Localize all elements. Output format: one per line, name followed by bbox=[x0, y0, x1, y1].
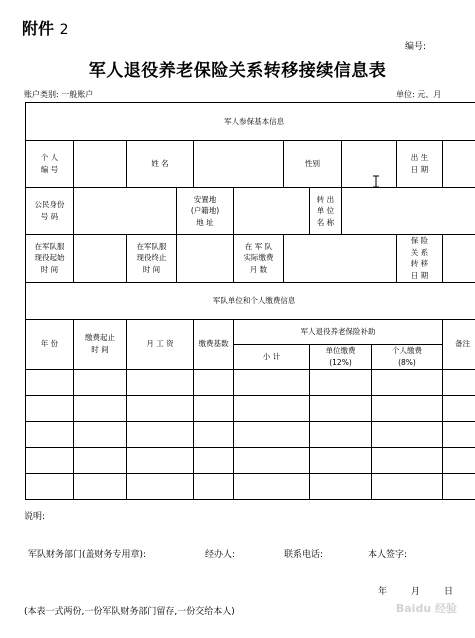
cell-personal-payment[interactable] bbox=[372, 473, 443, 499]
value-gender[interactable] bbox=[342, 141, 397, 188]
table-row bbox=[26, 395, 475, 421]
header-monthly-salary: 月 工 资 bbox=[127, 319, 194, 369]
value-birth-date[interactable] bbox=[443, 141, 475, 188]
cell-unit-payment[interactable] bbox=[310, 395, 372, 421]
label-insurance-unit: 转 出 单 位 名 称 bbox=[310, 188, 342, 235]
cell-monthly-salary[interactable] bbox=[127, 395, 194, 421]
cell-year[interactable] bbox=[26, 447, 74, 473]
table-row bbox=[26, 369, 475, 395]
cell-period[interactable] bbox=[74, 421, 127, 447]
cell-base[interactable] bbox=[194, 473, 234, 499]
cell-base[interactable] bbox=[194, 369, 234, 395]
cell-personal-payment[interactable] bbox=[372, 369, 443, 395]
label-name: 姓 名 bbox=[127, 141, 194, 188]
serial-number-label: 编号: bbox=[405, 42, 427, 52]
phone-label: 联系电话: bbox=[284, 550, 324, 560]
cell-remark[interactable] bbox=[443, 473, 475, 499]
cell-base[interactable] bbox=[194, 421, 234, 447]
cell-remark[interactable] bbox=[443, 369, 475, 395]
table-row bbox=[26, 421, 475, 447]
cell-period[interactable] bbox=[74, 473, 127, 499]
cell-subtotal[interactable] bbox=[234, 369, 310, 395]
value-insurance-unit[interactable] bbox=[342, 188, 475, 235]
label-actual-months: 在 军 队 实际缴费 月 数 bbox=[234, 235, 284, 283]
label-settlement-address: 安置地 (户籍地) 地 址 bbox=[177, 188, 234, 235]
header-base: 缴费基数 bbox=[194, 319, 234, 369]
cell-subtotal[interactable] bbox=[234, 473, 310, 499]
cell-monthly-salary[interactable] bbox=[127, 421, 194, 447]
cell-personal-payment[interactable] bbox=[372, 421, 443, 447]
value-citizen-id[interactable] bbox=[74, 188, 177, 235]
notes-label: 说明: bbox=[24, 512, 46, 522]
cell-base[interactable] bbox=[194, 395, 234, 421]
value-service-start[interactable] bbox=[74, 235, 127, 283]
header-year: 年 份 bbox=[26, 319, 74, 369]
cell-year[interactable] bbox=[26, 473, 74, 499]
label-service-start: 在军队服 现役起始 时 间 bbox=[26, 235, 74, 283]
label-personal-id: 个 人 编 号 bbox=[26, 141, 74, 188]
cell-unit-payment[interactable] bbox=[310, 447, 372, 473]
cell-base[interactable] bbox=[194, 447, 234, 473]
cell-personal-payment[interactable] bbox=[372, 395, 443, 421]
cell-year[interactable] bbox=[26, 395, 74, 421]
cell-unit-payment[interactable] bbox=[310, 369, 372, 395]
date-year: 年 bbox=[378, 587, 388, 597]
attachment-number: 2 bbox=[59, 22, 69, 38]
header-unit-payment: 单位缴费 (12%) bbox=[310, 344, 372, 369]
info-form-table bbox=[25, 102, 475, 500]
value-personal-id[interactable] bbox=[74, 141, 127, 188]
attachment-label bbox=[22, 16, 69, 39]
page-title: 军人退役养老保险关系转移接续信息表 bbox=[88, 61, 387, 81]
label-citizen-id: 公民身份 号 码 bbox=[26, 188, 74, 235]
cell-monthly-salary[interactable] bbox=[127, 473, 194, 499]
cell-remark[interactable] bbox=[443, 421, 475, 447]
finance-dept-label: 军队财务部门(盖财务专用章): bbox=[28, 550, 147, 560]
cell-unit-payment[interactable] bbox=[310, 421, 372, 447]
watermark: Baidu 经验 bbox=[395, 602, 457, 615]
date-day: 日 bbox=[444, 587, 454, 597]
value-transfer-date[interactable] bbox=[443, 235, 475, 283]
label-transfer-date: 保 险 关 系 转 移 日 期 bbox=[397, 235, 443, 283]
cell-monthly-salary[interactable] bbox=[127, 447, 194, 473]
cell-period[interactable] bbox=[74, 447, 127, 473]
unit-label: 单位: 元、月 bbox=[396, 90, 442, 99]
value-settlement-address[interactable] bbox=[234, 188, 310, 235]
header-remark: 备注 bbox=[443, 319, 475, 369]
cell-year[interactable] bbox=[26, 421, 74, 447]
handler-label: 经办人: bbox=[205, 550, 236, 560]
date-month: 月 bbox=[411, 587, 421, 597]
value-service-end[interactable] bbox=[177, 235, 234, 283]
cell-remark[interactable] bbox=[443, 395, 475, 421]
cell-year[interactable] bbox=[26, 369, 74, 395]
table-row bbox=[26, 473, 475, 499]
cell-period[interactable] bbox=[74, 369, 127, 395]
header-period: 缴费起止 时 间 bbox=[74, 319, 127, 369]
cell-personal-payment[interactable] bbox=[372, 447, 443, 473]
cell-monthly-salary[interactable] bbox=[127, 369, 194, 395]
table-row bbox=[26, 447, 475, 473]
copy-note: (本表一式两份,一份军队财务部门留存,一份交给本人) bbox=[24, 607, 235, 617]
signature-label: 本人签字: bbox=[368, 550, 408, 560]
account-type: 账户类别: 一般账户 bbox=[24, 90, 94, 99]
header-subtotal: 小 计 bbox=[234, 344, 310, 369]
cell-remark[interactable] bbox=[443, 447, 475, 473]
cell-subtotal[interactable] bbox=[234, 447, 310, 473]
section-contribution-info: 军队单位和个人缴费信息 bbox=[26, 282, 475, 319]
cell-subtotal[interactable] bbox=[234, 421, 310, 447]
value-name[interactable] bbox=[194, 141, 284, 188]
value-actual-months[interactable] bbox=[284, 235, 397, 283]
label-birth-date: 出 生 日 期 bbox=[397, 141, 443, 188]
header-personal-payment: 个人缴费 (8%) bbox=[372, 344, 443, 369]
label-gender: 性别 bbox=[284, 141, 342, 188]
attachment-text: 附件 bbox=[22, 19, 55, 38]
header-subsidy-group: 军人退役养老保险补助 bbox=[234, 319, 443, 344]
cell-subtotal[interactable] bbox=[234, 395, 310, 421]
text-cursor-icon bbox=[372, 175, 380, 188]
section-basic-info: 军人参保基本信息 bbox=[26, 103, 475, 141]
cell-period[interactable] bbox=[74, 395, 127, 421]
label-service-end: 在军队服 现役终止 时 间 bbox=[127, 235, 177, 283]
cell-unit-payment[interactable] bbox=[310, 473, 372, 499]
